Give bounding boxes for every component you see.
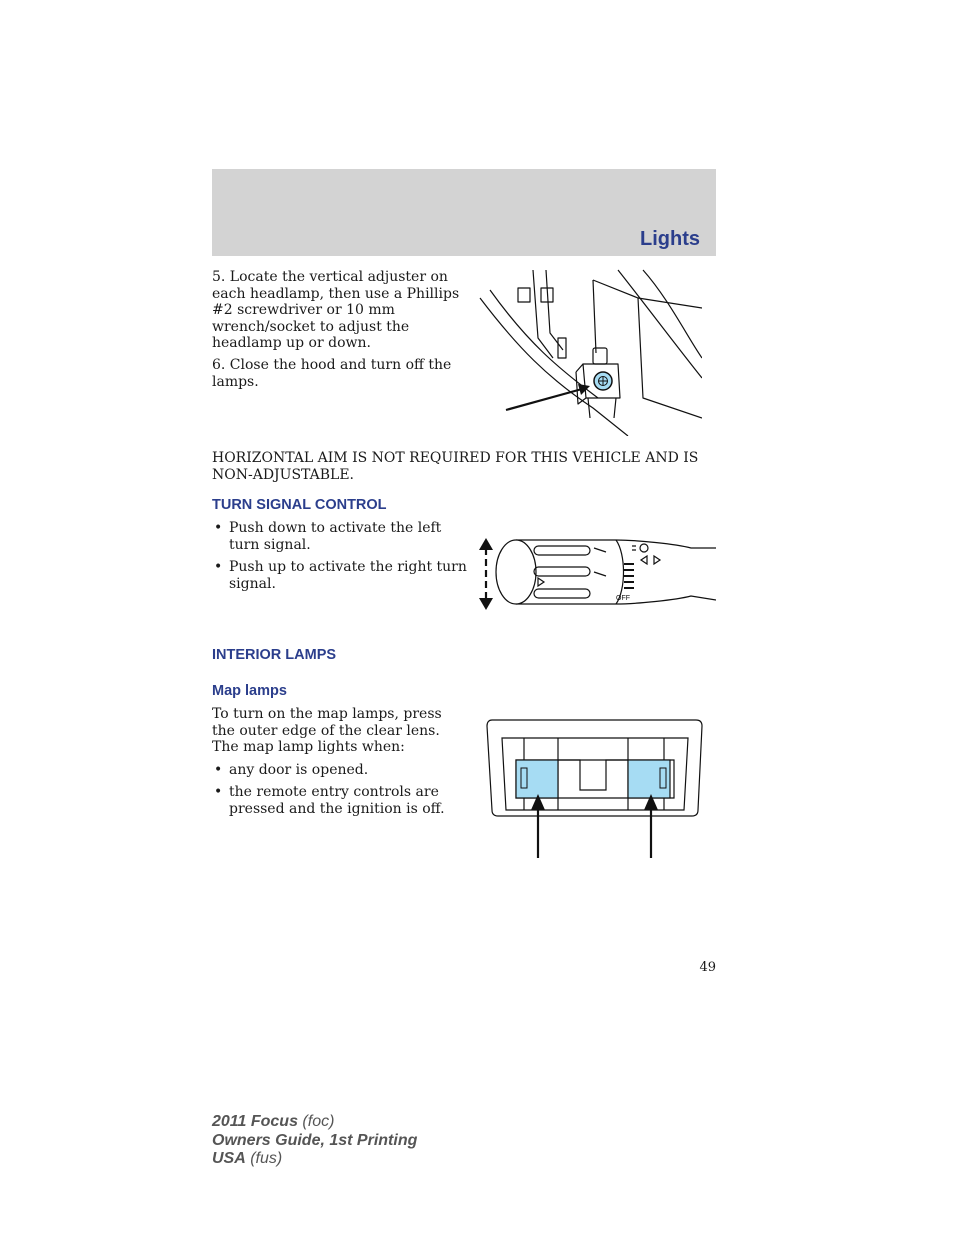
section-title: Lights [640,228,700,250]
section-header-band [212,169,716,256]
footer-market-code: (fus) [245,1150,283,1167]
interior-lamps-heading: INTERIOR LAMPS [212,647,337,663]
headlamp-adjuster-illustration [478,268,702,436]
footer-guide: Owners Guide, 1st Printing [212,1131,418,1149]
map-lamp-bullet-door: • any door is opened. [212,762,469,779]
footer-model: 2011 Focus [212,1113,298,1130]
map-lamp-bullet-remote: • the remote entry controls are pressed and the ignition is off. [212,784,469,817]
map-lamps-intro: To turn on the map lamps, press the outer edge of the clear lens. The map lamp lights when: [212,706,442,755]
step-5-text: 5. Locate the vertical adjuster on each headlamp, then use a Phillips #2 screwdriver or 10 mm wrench/socket to adjust the headlamp up or down. [212,269,460,351]
footer-model-code: (foc) [297,1113,335,1130]
document-footer [212,1113,417,1169]
turn-signal-bullet-left: • Push down to activate the left turn signal. [212,520,469,553]
turn-signal-bullet-right: • Push up to activate the right turn signal. [212,559,469,592]
map-lamps-illustration [484,714,706,858]
page-number: 49 [699,960,716,975]
map-lamps-subheading: Map lamps [212,683,287,699]
step-6-text: 6. Close the hood and turn off the lamps. [212,357,452,390]
horizontal-aim-notice: HORIZONTAL AIM IS NOT REQUIRED FOR THIS VEHICLE AND IS NON-ADJUSTABLE. [212,450,699,483]
turn-signal-heading: TURN SIGNAL CONTROL [212,497,387,513]
turn-signal-stalk-illustration [476,534,716,614]
footer-market: USA [212,1150,246,1167]
stalk-off-label: OFF [616,595,630,602]
